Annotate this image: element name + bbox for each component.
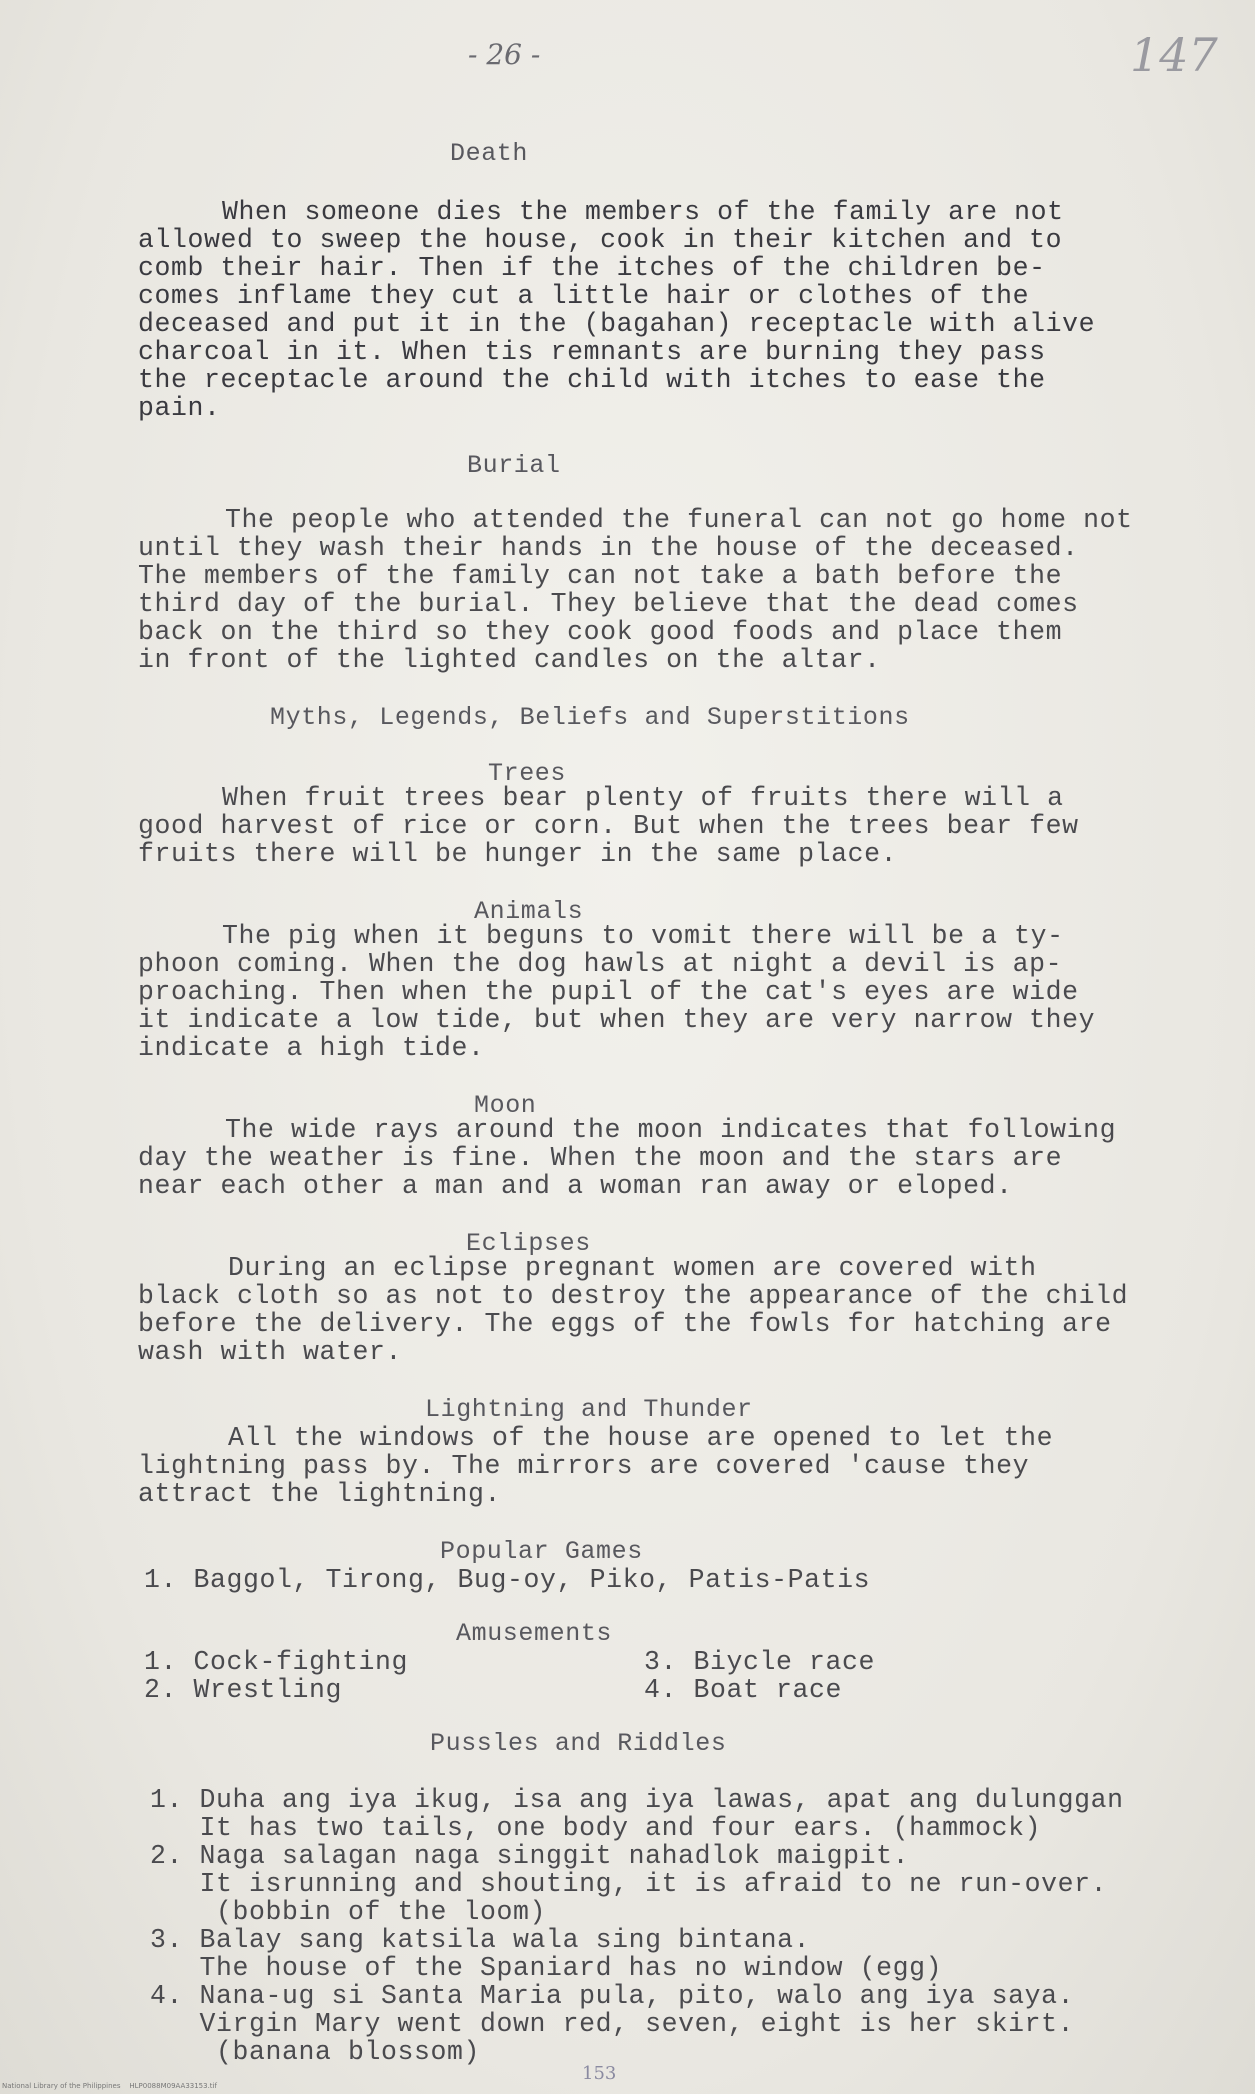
body-line: allowed to sweep the house, cook in their kitchen and to (138, 225, 1063, 255)
body-line: The members of the family can not take a bath before the (138, 561, 1063, 591)
page-number: - 26 - (468, 38, 541, 71)
body-line: before the delivery. The eggs of the fowls for hatching are (138, 1309, 1112, 1339)
body-line: wash with water. (138, 1337, 403, 1367)
body-line: The pig when it beguns to vomit there will be a ty- (222, 921, 1064, 951)
body-line: comes inflame they cut a little hair or clothes of the (138, 281, 1030, 311)
riddle-line: 2. Naga salagan naga singgit nahadlok maigpit. (150, 1841, 910, 1871)
riddle-line: (banana blossom) (150, 2037, 481, 2067)
lightning-heading: Lightning and Thunder (425, 1395, 753, 1424)
body-line: black cloth so as not to destroy the appearance of the child (138, 1281, 1129, 1311)
body-line: near each other a man and a woman ran away or eloped. (138, 1171, 1013, 1201)
riddle-line: It has two tails, one body and four ears. (hammock) (150, 1813, 1042, 1843)
death-heading: Death (450, 139, 529, 168)
archive-caption: National Library of the Philippines HLP0088M09AA33153.tif (2, 2082, 217, 2090)
body-line: phoon coming. When the dog hawls at night a devil is ap- (138, 949, 1063, 979)
body-line: indicate a high tide. (138, 1033, 485, 1063)
body-line: attract the lightning. (138, 1479, 502, 1509)
body-line: third day of the burial. They believe that the dead comes (138, 589, 1079, 619)
body-line: the receptacle around the child with itches to ease the (138, 365, 1046, 395)
amusements-heading: Amusements (456, 1619, 613, 1648)
riddle-line: 4. Nana-ug si Santa Maria pula, pito, walo ang iya saya. (150, 1981, 1075, 2011)
body-line: During an eclipse pregnant women are covered with (228, 1253, 1037, 1283)
riddle-line: The house of the Spaniard has no window (egg) (150, 1953, 943, 1983)
body-line: When fruit trees bear plenty of fruits there will a (222, 783, 1064, 813)
body-line: All the windows of the house are opened to let the (228, 1423, 1054, 1453)
archive-stamp: 153 (582, 2063, 617, 2084)
body-line: comb their hair. Then if the itches of the children be- (138, 253, 1046, 283)
trees-heading: Trees (488, 759, 567, 788)
riddle-line: Virgin Mary went down red, seven, eight is her skirt. (150, 2009, 1075, 2039)
body-line: it indicate a low tide, but when they are very narrow they (138, 1005, 1096, 1035)
riddle-line: (bobbin of the loom) (150, 1897, 547, 1927)
riddle-line: It isrunning and shouting, it is afraid to ne run-over. (150, 1869, 1108, 1899)
body-line: The people who attended the funeral can not go home not (225, 505, 1133, 535)
amusement-item: 4. Boat race (644, 1675, 843, 1705)
burial-heading: Burial (467, 451, 561, 480)
riddle-line: 1. Duha ang iya ikug, isa ang iya lawas, apat ang dulunggan (150, 1785, 1124, 1815)
games-heading: Popular Games (440, 1537, 643, 1566)
games-list: 1. Baggol, Tirong, Bug-oy, Piko, Patis-Patis (144, 1565, 871, 1595)
body-line: until they wash their hands in the house of the deceased. (138, 533, 1079, 563)
body-line: good harvest of rice or corn. But when the trees bear few (138, 811, 1079, 841)
body-line: deceased and put it in the (bagahan) receptacle with alive (138, 309, 1096, 339)
body-line: in front of the lighted candles on the altar. (138, 645, 881, 675)
body-line: The wide rays around the moon indicates that following (225, 1115, 1117, 1145)
body-line: back on the third so they cook good foods and place them (138, 617, 1063, 647)
myths-heading: Myths, Legends, Beliefs and Superstitions (270, 703, 910, 732)
body-line: charcoal in it. When tis remnants are burning they pass (138, 337, 1046, 367)
body-line: proaching. Then when the pupil of the cat's eyes are wide (138, 977, 1079, 1007)
animals-heading: Animals (474, 897, 584, 926)
puzzles-heading: Pussles and Riddles (430, 1729, 727, 1758)
eclipses-heading: Eclipses (466, 1229, 591, 1258)
amusement-item: 3. Biycle race (644, 1647, 876, 1677)
body-line: When someone dies the members of the family are not (222, 197, 1064, 227)
body-line: pain. (138, 393, 221, 423)
amusement-item: 2. Wrestling (144, 1675, 343, 1705)
amusement-item: 1. Cock-fighting (144, 1647, 409, 1677)
body-line: fruits there will be hunger in the same place. (138, 839, 898, 869)
riddle-line: 3. Balay sang katsila wala sing bintana. (150, 1925, 811, 1955)
body-line: day the weather is fine. When the moon and the stars are (138, 1143, 1063, 1173)
moon-heading: Moon (474, 1091, 537, 1120)
body-line: lightning pass by. The mirrors are covered 'cause they (138, 1451, 1030, 1481)
handwritten-page-number: 147 (1130, 28, 1218, 82)
